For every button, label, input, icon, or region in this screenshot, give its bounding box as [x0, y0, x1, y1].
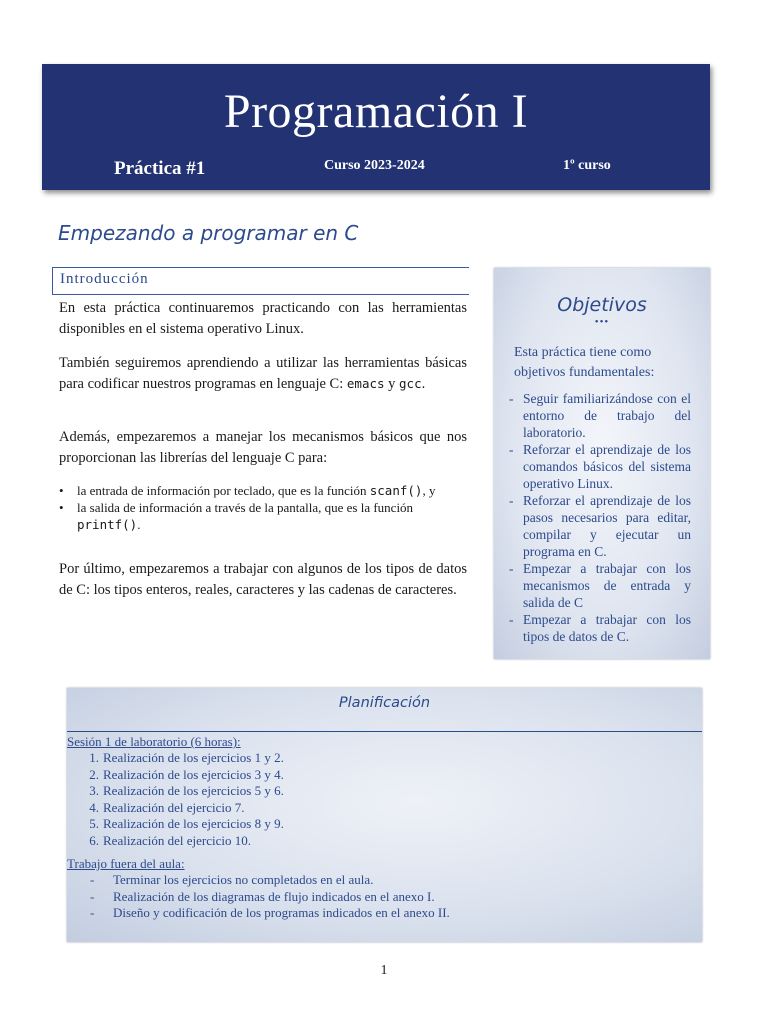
paragraph-text: y [384, 375, 400, 392]
list-number: 4. [89, 799, 99, 815]
divider [67, 731, 702, 732]
code-gcc: gcc [399, 375, 422, 391]
dash-icon: - [90, 905, 95, 920]
intro-paragraph-2 [59, 353, 467, 394]
list-item-text: la entrada de información por teclado, que es la función [77, 483, 370, 498]
dash-icon: - [509, 442, 514, 457]
list-item [59, 482, 467, 499]
list-item-text: Terminar los ejercicios no completados en el aula. [113, 872, 374, 887]
list-number: 3. [89, 783, 99, 798]
intro-heading-label: Introducción [60, 271, 149, 287]
list-item [509, 492, 691, 560]
objectives-intro: Esta práctica tiene como objetivos fundamentales: [514, 345, 655, 380]
list-item-text: , y [422, 483, 436, 498]
list-item-text: Reforzar el aprendizaje de los comandos básicos del sistema operativo Linux. [523, 442, 691, 491]
list-item-text: la salida de información a través de la pantalla, que es la función [77, 500, 414, 515]
intro-paragraph-3: Además, empezaremos a manejar los mecanismos básicos que nos proporcionan las librerías del lenguaje C para: [59, 429, 467, 466]
academic-year: Curso 2023-2024 [324, 158, 425, 173]
list-item [59, 499, 467, 533]
list-item-text: Realización de los ejercicios 8 y 9. [103, 816, 284, 831]
list-item-text: Diseño y codificación de los programas indicados en el anexo II. [113, 905, 450, 920]
objectives-list [509, 390, 691, 645]
list-number: 2. [89, 766, 99, 782]
list-number: 6. [89, 832, 99, 848]
list-item-text: Realización del ejercicio 7. [103, 799, 245, 815]
list-item-text: Realización de los diagramas de flujo indicados en el anexo I. [113, 888, 435, 904]
intro-paragraph-1: En esta práctica continuaremos practicando con las herramientas disponibles en el sistema operativo Linux. [59, 300, 467, 337]
paragraph-text: . [421, 375, 426, 392]
dash-icon: - [509, 612, 514, 627]
list-item [67, 783, 284, 800]
intro-section-heading [52, 267, 469, 295]
list-item [509, 611, 691, 645]
list-item-text: Realización del ejercicio 10. [103, 832, 251, 848]
list-item [67, 889, 450, 906]
dash-icon: - [90, 888, 95, 904]
outside-work-list [67, 872, 450, 922]
ornament-dots-icon: ••• [594, 316, 610, 328]
planning-box [67, 688, 702, 942]
bullet-icon: • [59, 500, 64, 515]
list-item-text: Seguir familiarizándose con el entorno de trabajo del laboratorio. [523, 391, 691, 440]
document-header [42, 64, 710, 190]
intro-paragraph-5: Por último, empezaremos a trabajar con algunos de los tipos de datos de C: los tipos enteros, reales, caracteres y las cadenas de caracteres. [59, 561, 467, 598]
dash-icon: - [90, 872, 95, 887]
list-item [67, 905, 450, 922]
list-item [67, 750, 284, 767]
io-bullet-list [59, 482, 467, 533]
list-item-text: Empezar a trabajar con los tipos de datos de C. [523, 612, 691, 644]
list-item [67, 767, 284, 784]
objectives-title: Objetivos [557, 294, 647, 316]
list-item-text: Realización de los ejercicios 5 y 6. [103, 783, 284, 798]
session-label: Sesión 1 de laboratorio (6 horas): [67, 734, 241, 749]
code-scanf: scanf() [369, 483, 423, 498]
session-tasks-list [67, 750, 284, 849]
outside-work-label: Trabajo fuera del aula: [67, 856, 185, 871]
code-emacs: emacs [346, 375, 385, 391]
practice-subtitle: Empezando a programar en C [58, 221, 359, 245]
list-item-text: Realización de los ejercicios 1 y 2. [103, 750, 284, 765]
course-level: 1º curso [563, 158, 611, 173]
code-printf: printf() [77, 517, 138, 532]
course-title: Programación I [223, 85, 529, 138]
page-number: 1 [380, 963, 388, 978]
list-item [509, 441, 691, 492]
list-item [67, 872, 450, 889]
paragraph-text: También seguiremos aprendiendo a utilizar las herramientas básicas para codificar nuestros programas en lenguaje C: [59, 355, 467, 392]
objectives-box [494, 268, 710, 659]
list-item [509, 390, 691, 441]
list-item-text: Empezar a trabajar con los mecanismos de entrada y salida de C [523, 561, 691, 610]
list-item [67, 833, 284, 850]
list-item [509, 560, 691, 611]
list-number: 5. [89, 816, 99, 831]
list-item-text: . [137, 517, 141, 532]
list-item [67, 800, 284, 817]
dash-icon: - [509, 493, 514, 508]
dash-icon: - [509, 561, 514, 576]
list-item [67, 816, 284, 833]
dash-icon: - [509, 391, 514, 406]
list-number: 1. [89, 750, 99, 765]
planning-title: Planificación [338, 695, 431, 711]
list-item-text: Reforzar el aprendizaje de los pasos necesarios para editar, compilar y ejecutar un programa en C. [523, 493, 691, 559]
list-item-text: Realización de los ejercicios 3 y 4. [103, 766, 284, 782]
bullet-icon: • [59, 483, 64, 498]
practice-number: Práctica #1 [114, 158, 206, 179]
